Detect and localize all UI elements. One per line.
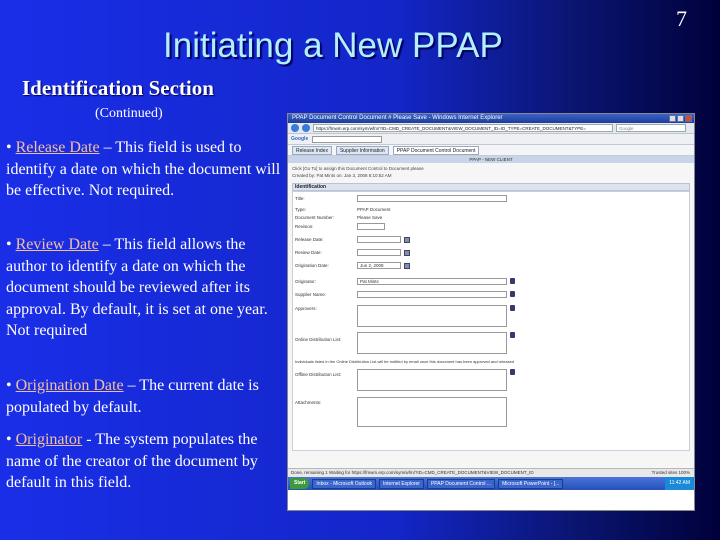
forward-icon[interactable]	[302, 124, 310, 132]
supplier-name-input[interactable]	[357, 291, 507, 298]
start-button[interactable]: Start	[290, 478, 309, 489]
calendar-icon[interactable]	[404, 237, 410, 243]
tab-ppap-document-control[interactable]: PPAP Document Control Document	[393, 146, 480, 155]
field-label: Title:	[295, 196, 305, 201]
calendar-icon[interactable]	[404, 250, 410, 256]
bullet-originator: • Originator - The system populates the name of the creator of the document by default in this field.	[6, 431, 258, 491]
window-buttons	[669, 115, 692, 122]
field-label: Origination Date:	[295, 263, 329, 268]
field-label: Review Date:	[295, 250, 322, 255]
bullet-origination-date: • Origination Date – The current date is populated by default.	[6, 377, 259, 416]
status-text: Done, remaining 1 Waiting for https://fmwm.erp.com/sym/wfm/?ID=CMD_CREATE_DOCUMENT&VIEW_DOCUMENT_ID	[291, 470, 534, 475]
page-content	[288, 156, 694, 468]
address-input[interactable]: https://fmwm.erp.com/sym/wfm/?ID=CMD_CREATE_DOCUMENT&VIEW_DOCUMENT_ID=ID_TYPE=CREATE_DOCUMENT&TYPE=	[313, 124, 613, 132]
bullet-text: – This field is used to identify a date on which the document will be effective. Not required.	[6, 139, 281, 199]
field-label: Originator:	[295, 279, 317, 284]
taskbar	[288, 477, 694, 490]
lookup-icon[interactable]	[510, 278, 515, 284]
bullet-review-date: • Review Date – This field allows the author to identify a date on which the document should be reviewed after its approval. By default, it is set at one year. Not required	[6, 236, 268, 339]
attachments-area[interactable]	[357, 397, 507, 427]
back-icon[interactable]	[291, 124, 299, 132]
slide-number: 7	[676, 6, 687, 31]
revision-input[interactable]	[357, 223, 385, 230]
title-input[interactable]	[357, 195, 507, 202]
taskbar-item[interactable]: Inbox - Microsoft Outlook	[312, 479, 376, 489]
lookup-icon[interactable]	[510, 291, 515, 297]
bullet-release-date: • Release Date – This field is used to identify a date on which the document will be effective. Not required.	[6, 139, 281, 199]
taskbar-item[interactable]: Internet Explorer	[379, 479, 424, 489]
field-label: Document Number:	[295, 215, 335, 220]
maximize-icon[interactable]	[677, 115, 684, 122]
info-panel	[288, 163, 694, 181]
distribution-note: Individuals listed in the Online Distribution List will be notified by email once this document has been approved and released	[295, 359, 515, 364]
lookup-icon[interactable]	[510, 332, 515, 338]
slide-title: Initiating a New PPAP	[163, 26, 503, 65]
bullet-term: Originator	[15, 431, 83, 448]
type-value: PPAP Document	[357, 207, 391, 212]
browser-title-bar	[288, 114, 694, 123]
originator-input[interactable]: Pat Mints	[357, 278, 507, 285]
review-date-input[interactable]	[357, 249, 401, 256]
window-title: PPAP Document Control Document # Please Save - Windows Internet Explorer	[292, 115, 503, 121]
document-number-value: Please Save	[357, 215, 383, 220]
field-label: Supplier Name:	[295, 292, 327, 297]
address-toolbar	[288, 123, 694, 134]
taskbar-item[interactable]: PPAP Document Control ...	[427, 479, 495, 489]
zone-indicator: Trusted sites 100%	[651, 470, 690, 475]
online-distribution-textarea[interactable]	[357, 332, 507, 354]
field-label: Online Distribution List:	[295, 337, 342, 342]
taskbar-clock: 11:42 AM	[665, 477, 694, 490]
info-line: Click [Go To] to assign this Document Control to Document please	[292, 166, 424, 171]
field-label: Offline Distribution List:	[295, 372, 342, 377]
bullet-text: – The current date is populated by default.	[6, 377, 259, 416]
google-logo: Google	[291, 136, 309, 142]
bullet-text: - The system populates the name of the creator of the document by default in this field.	[6, 431, 258, 491]
bullet-text: – This field allows the author to identify a date on which the document should be reviewed after its approval. By default, it is set at one year. Not required	[6, 236, 268, 339]
field-label: Type:	[295, 207, 307, 212]
continued-label: (Continued)	[95, 106, 163, 121]
field-label: Approvers:	[295, 306, 317, 311]
browser-search-input[interactable]: Google	[616, 124, 686, 132]
browser-screenshot	[287, 113, 695, 511]
field-label: Attachments:	[295, 400, 322, 405]
offline-distribution-textarea[interactable]	[357, 369, 507, 391]
approvers-textarea[interactable]	[357, 305, 507, 327]
ppap-header: PPAP - NEW CLIENT	[288, 156, 694, 163]
tab-bar	[288, 145, 694, 156]
identification-form	[292, 191, 690, 451]
field-label: Release Date:	[295, 237, 324, 242]
taskbar-item[interactable]: Microsoft PowerPoint - [...	[498, 479, 563, 489]
bullet-term: Origination Date	[15, 377, 124, 394]
tab-release-index[interactable]: Release Index	[292, 146, 332, 155]
calendar-icon[interactable]	[404, 263, 410, 269]
close-icon[interactable]	[685, 115, 692, 122]
field-label: Revision:	[295, 224, 314, 229]
lookup-icon[interactable]	[510, 369, 515, 375]
release-date-input[interactable]	[357, 236, 401, 243]
lookup-icon[interactable]	[510, 305, 515, 311]
identification-heading: Identification	[292, 183, 690, 191]
bullet-term: Review Date	[15, 236, 99, 253]
minimize-icon[interactable]	[669, 115, 676, 122]
status-bar	[288, 468, 694, 477]
section-heading: Identification Section	[22, 76, 214, 100]
google-search-input[interactable]	[312, 136, 382, 143]
bullet-term: Release Date	[15, 139, 100, 156]
tab-supplier-information[interactable]: Supplier Information	[336, 146, 389, 155]
origination-date-input[interactable]: Jun 2, 2008	[357, 262, 401, 269]
google-toolbar	[288, 134, 694, 145]
created-by-line: Created by: Pat Mints on: Jan 3, 2008 8:10:52 AM	[292, 173, 392, 178]
